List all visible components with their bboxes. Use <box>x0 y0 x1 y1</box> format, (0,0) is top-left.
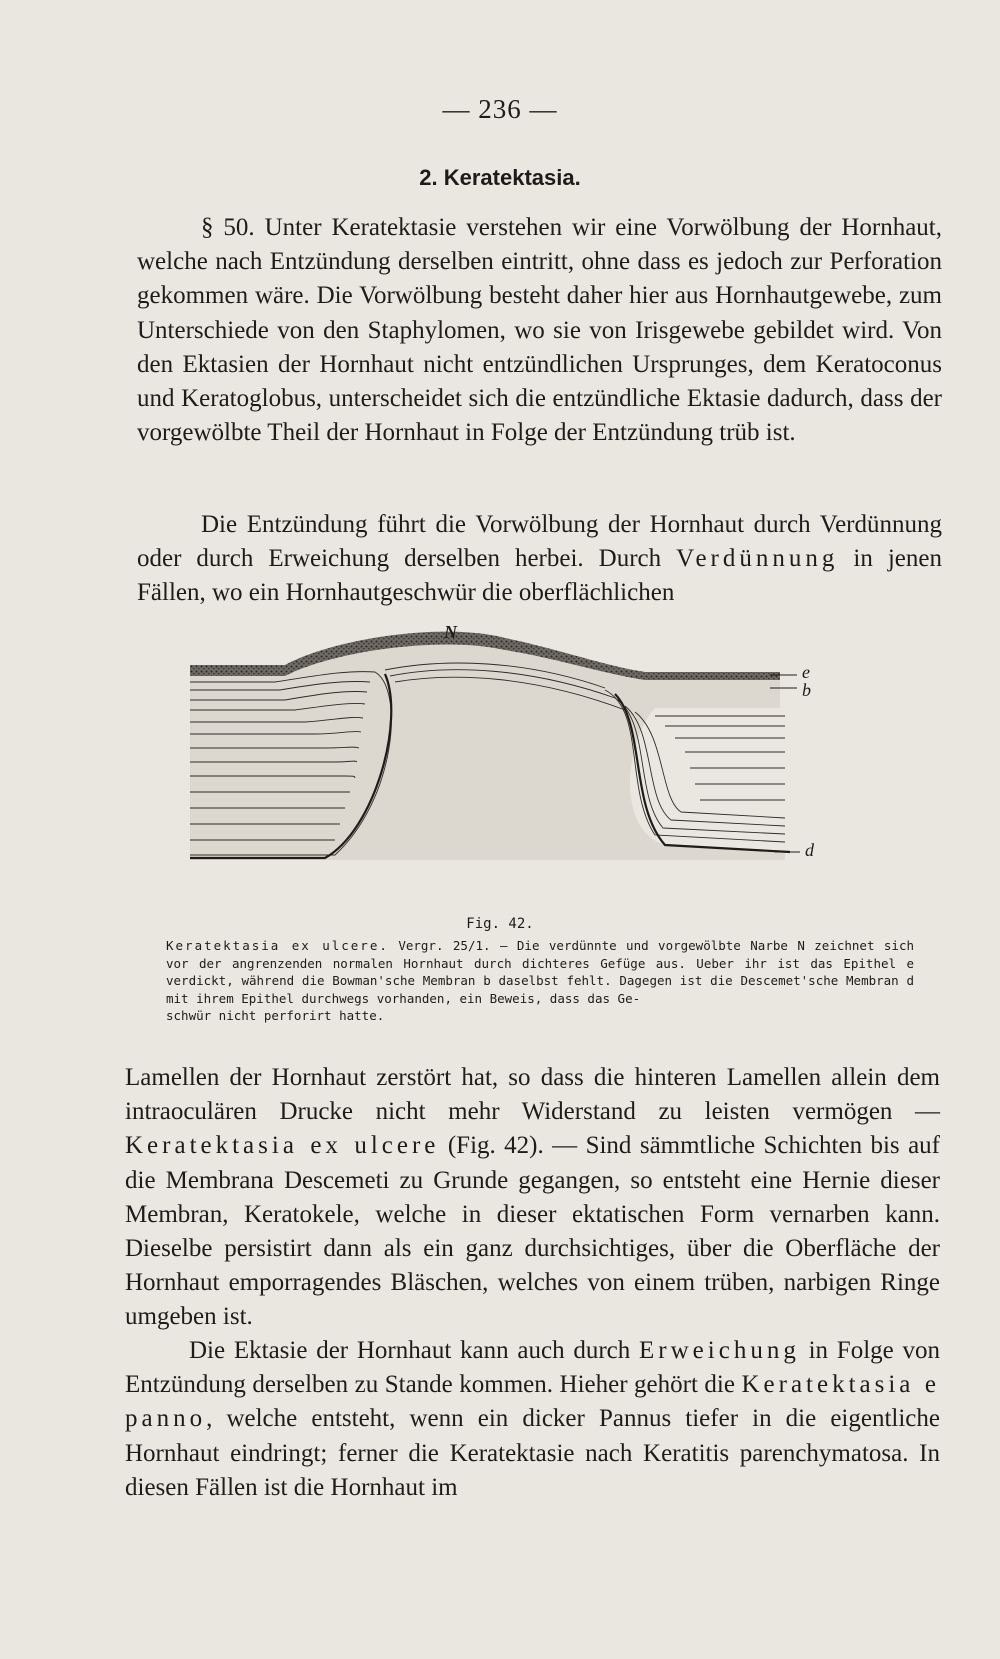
paragraph-3-emphasis: Keratektasia ex ulcere <box>125 1132 440 1160</box>
paragraph-2 <box>137 508 942 611</box>
paragraph-2-emphasis: Verdünnung <box>676 545 839 573</box>
paragraph-2-tail: in jenen Fällen, wo ein Hornhautgeschwür die oberflächlichen <box>137 545 942 607</box>
paragraph-4-emphasis-1: Erweichung <box>639 1337 800 1364</box>
paragraph-4-tail: , welche entsteht, wenn ein dicker Pannus tiefer in die eigentliche Hornhaut eindringt; ferner die Keratektasie nach Keratitis parenchymatosa. In diesen Fällen ist die Hornhaut im <box>125 1405 940 1501</box>
figure-42-illustration <box>185 622 885 920</box>
paragraph-1: § 50. Unter Keratektasie verstehen wir eine Vorwölbung der Hornhaut, welche nach Entzündung derselben eintritt, ohne dass es jedoch zur Perforation gekommen wäre. Die Vorwölbung besteht daher hier aus Hornhautgewebe, zum Unterschiede von den Staphylomen, wo sie von Irisgewebe gebildet wird. Von den Ektasien der Hornhaut nicht entzündlichen Ursprunges, dem Keratoconus und Keratoglobus, unterscheidet sich die entzündliche Ektasie dadurch, dass der vorgewölbte Theil der Hornhaut in Folge der Entzündung trüb ist. <box>137 214 942 447</box>
figure-number: Fig. 42. <box>466 916 534 932</box>
figure-label-e: e <box>802 662 810 682</box>
paragraph-2-lead: Die Entzündung führt die Vorwölbung der Hornhaut durch Verdünnung oder durch Erweichung derselben herbei. Durch <box>137 511 942 573</box>
figure-label-d: d <box>805 840 814 860</box>
figure-label-N: N <box>444 622 457 642</box>
paragraph-4 <box>125 1334 940 1505</box>
paragraph-4-emphasis-2: Keratektasia e panno <box>125 1371 940 1433</box>
paragraph-4-mid: in Folge von Entzündung derselben zu Stande kommen. Hieher gehört die <box>125 1337 940 1399</box>
paragraph-3-lead: Lamellen der Hornhaut zerstört hat, so dass die hinteren Lamellen allein dem intraoculären Drucke nicht mehr Widerstand zu leisten vermögen — <box>125 1064 940 1126</box>
figure-label-b: b <box>802 680 811 700</box>
page-number: — 236 — <box>442 94 558 124</box>
caption-last-line: schwür nicht perforirt hatte. <box>166 1008 385 1023</box>
caption-body: Vergr. 25/1. — Die verdünnte und vorgewölbte Narbe N zeichnet sich vor der angrenzenden normalen Hornhaut durch dichteres Gefüge aus. Ueber ihr ist das Epithel e verdickt, während die Bowman'sche Membran b daselbst fehlt. Dagegen ist die Descemet'sche Membran d mit ihrem Epithel durchwegs vorhanden, ein Beweis, dass das Ge- <box>166 938 914 1006</box>
paragraph-4-lead: Die Ektasie der Hornhaut kann auch durch <box>189 1337 640 1364</box>
section-heading: 2. Keratektasia. <box>419 165 581 190</box>
caption-title: Keratektasia ex ulcere. <box>166 938 389 953</box>
paragraph-3 <box>125 1061 940 1335</box>
figure-caption <box>166 937 914 1025</box>
paragraph-3-tail: (Fig. 42). — Sind sämmtliche Schichten bis auf die Membrana Descemeti zu Grunde gegangen, so entsteht eine Hernie dieser Membran, Keratokele, welche in dieser ektatischen Form vernarben kann. Dieselbe persistirt dann als ein ganz durchsichtiges, über die Oberfläche der Hornhaut emporragendes Bläschen, welches von einem trüben, narbigen Ringe umgeben ist. <box>125 1132 940 1331</box>
